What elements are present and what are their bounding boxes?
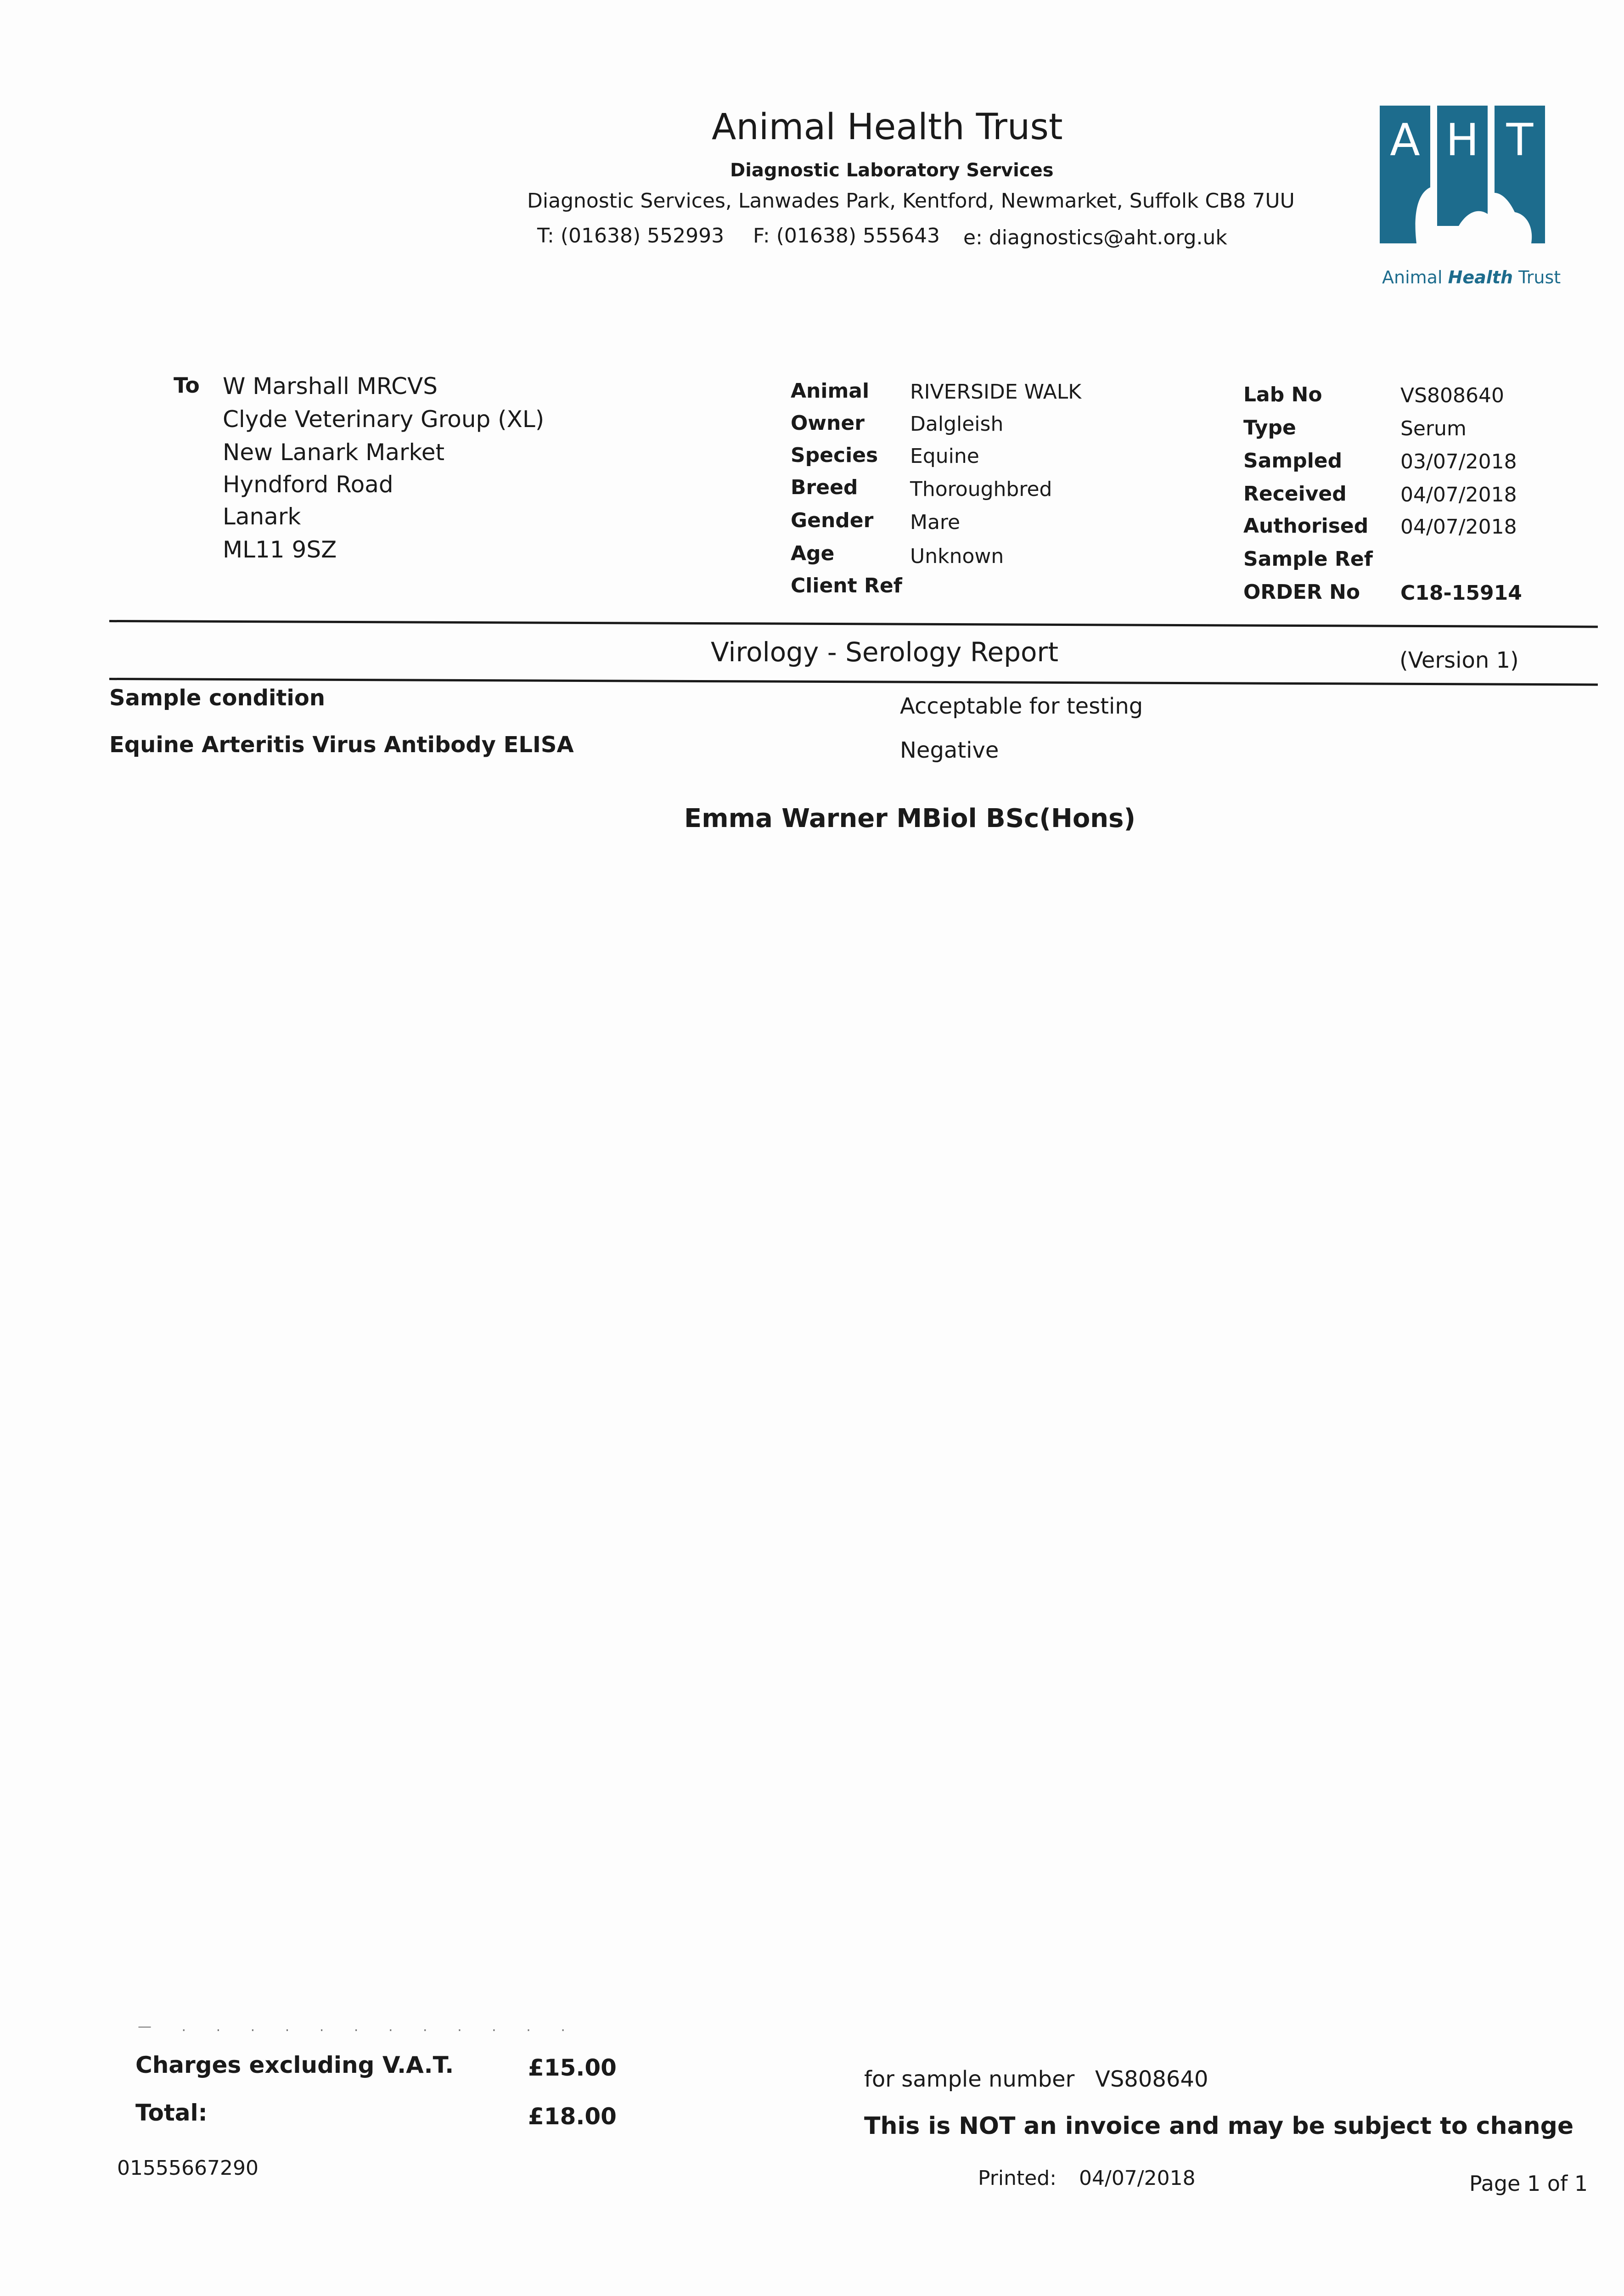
result-value-eav-elisa: Negative	[900, 737, 999, 763]
sample-number-label: for sample number	[864, 2066, 1075, 2092]
aht-logo	[1380, 106, 1545, 253]
detail-label-authorised: Authorised	[1243, 514, 1369, 538]
recipient-line: Lanark	[223, 503, 301, 530]
detail-value-age: Unknown	[910, 545, 1004, 568]
detail-label-sampled: Sampled	[1243, 449, 1343, 473]
divider-top	[109, 620, 1598, 628]
recipient-line: ML11 9SZ	[223, 536, 337, 563]
recipient-line: Hyndford Road	[223, 471, 393, 498]
logo-caption: Animal Health Trust	[1382, 267, 1561, 287]
result-label-sample-condition: Sample condition	[109, 685, 326, 711]
organisation-subtitle: Diagnostic Laboratory Services	[730, 160, 1054, 181]
page-number: Page 1 of 1	[1469, 2171, 1588, 2196]
total-value: £18.00	[528, 2103, 617, 2130]
svg-text:H: H	[1445, 114, 1479, 166]
detail-value-lab-no: VS808640	[1400, 384, 1504, 407]
recipient-label: To	[174, 373, 200, 398]
recipient-line: Clyde Veterinary Group (XL)	[223, 406, 545, 433]
detail-value-breed: Thoroughbred	[910, 478, 1052, 501]
recipient-line: W Marshall MRCVS	[223, 373, 438, 400]
organisation-title: Animal Health Trust	[712, 107, 1063, 148]
detail-label-type: Type	[1243, 416, 1296, 439]
detail-label-sample-ref: Sample Ref	[1243, 547, 1373, 571]
detail-label-gender: Gender	[791, 509, 874, 532]
detail-label-client-ref: Client Ref	[791, 574, 902, 597]
detail-value-animal: RIVERSIDE WALK	[910, 380, 1082, 404]
recipient-line: New Lanark Market	[223, 439, 445, 466]
signatory: Emma Warner MBiol BSc(Hons)	[684, 804, 1136, 833]
detail-label-order-no: ORDER No	[1243, 580, 1360, 604]
report-title: Virology - Serology Report	[711, 636, 1059, 668]
detail-value-sampled: 03/07/2018	[1400, 450, 1517, 473]
detail-label-lab-no: Lab No	[1243, 383, 1322, 406]
detail-value-order-no: C18-15914	[1400, 581, 1522, 605]
total-label: Total:	[135, 2099, 208, 2126]
result-value-sample-condition: Acceptable for testing	[900, 693, 1143, 719]
charges-value: £15.00	[528, 2054, 617, 2081]
svg-text:T: T	[1506, 114, 1534, 166]
divider-bottom	[109, 678, 1598, 686]
sample-number-value: VS808640	[1095, 2066, 1208, 2092]
detail-label-received: Received	[1243, 482, 1347, 506]
detail-label-owner: Owner	[791, 411, 865, 435]
detail-label-species: Species	[791, 444, 878, 467]
detail-label-age: Age	[791, 542, 835, 565]
organisation-fax: F: (01638) 555643	[753, 224, 940, 248]
detail-value-owner: Dalgleish	[910, 412, 1004, 436]
printed-date: 04/07/2018	[1079, 2167, 1196, 2190]
detail-value-received: 04/07/2018	[1400, 483, 1517, 506]
detail-value-gender: Mare	[910, 511, 961, 534]
report-version: (Version 1)	[1399, 647, 1519, 673]
detail-value-species: Equine	[910, 445, 979, 468]
faint-footer-line: — . . . . . . . . . . . .	[138, 2019, 578, 2035]
invoice-notice: This is NOT an invoice and may be subject to change	[864, 2112, 1574, 2140]
charges-label: Charges excluding V.A.T.	[135, 2052, 454, 2078]
organisation-email: e: diagnostics@aht.org.uk	[963, 226, 1227, 249]
organisation-address: Diagnostic Services, Lanwades Park, Kentford, Newmarket, Suffolk CB8 7UU	[527, 189, 1295, 213]
svg-text:A: A	[1390, 114, 1420, 166]
footer-phone: 01555667290	[117, 2156, 258, 2180]
detail-value-authorised: 04/07/2018	[1400, 515, 1517, 539]
detail-label-breed: Breed	[791, 476, 858, 499]
organisation-telephone: T: (01638) 552993	[537, 224, 725, 248]
detail-label-animal: Animal	[791, 379, 870, 403]
result-label-eav-elisa: Equine Arteritis Virus Antibody ELISA	[109, 732, 574, 758]
printed-label: Printed:	[978, 2167, 1057, 2190]
detail-value-type: Serum	[1400, 417, 1467, 440]
